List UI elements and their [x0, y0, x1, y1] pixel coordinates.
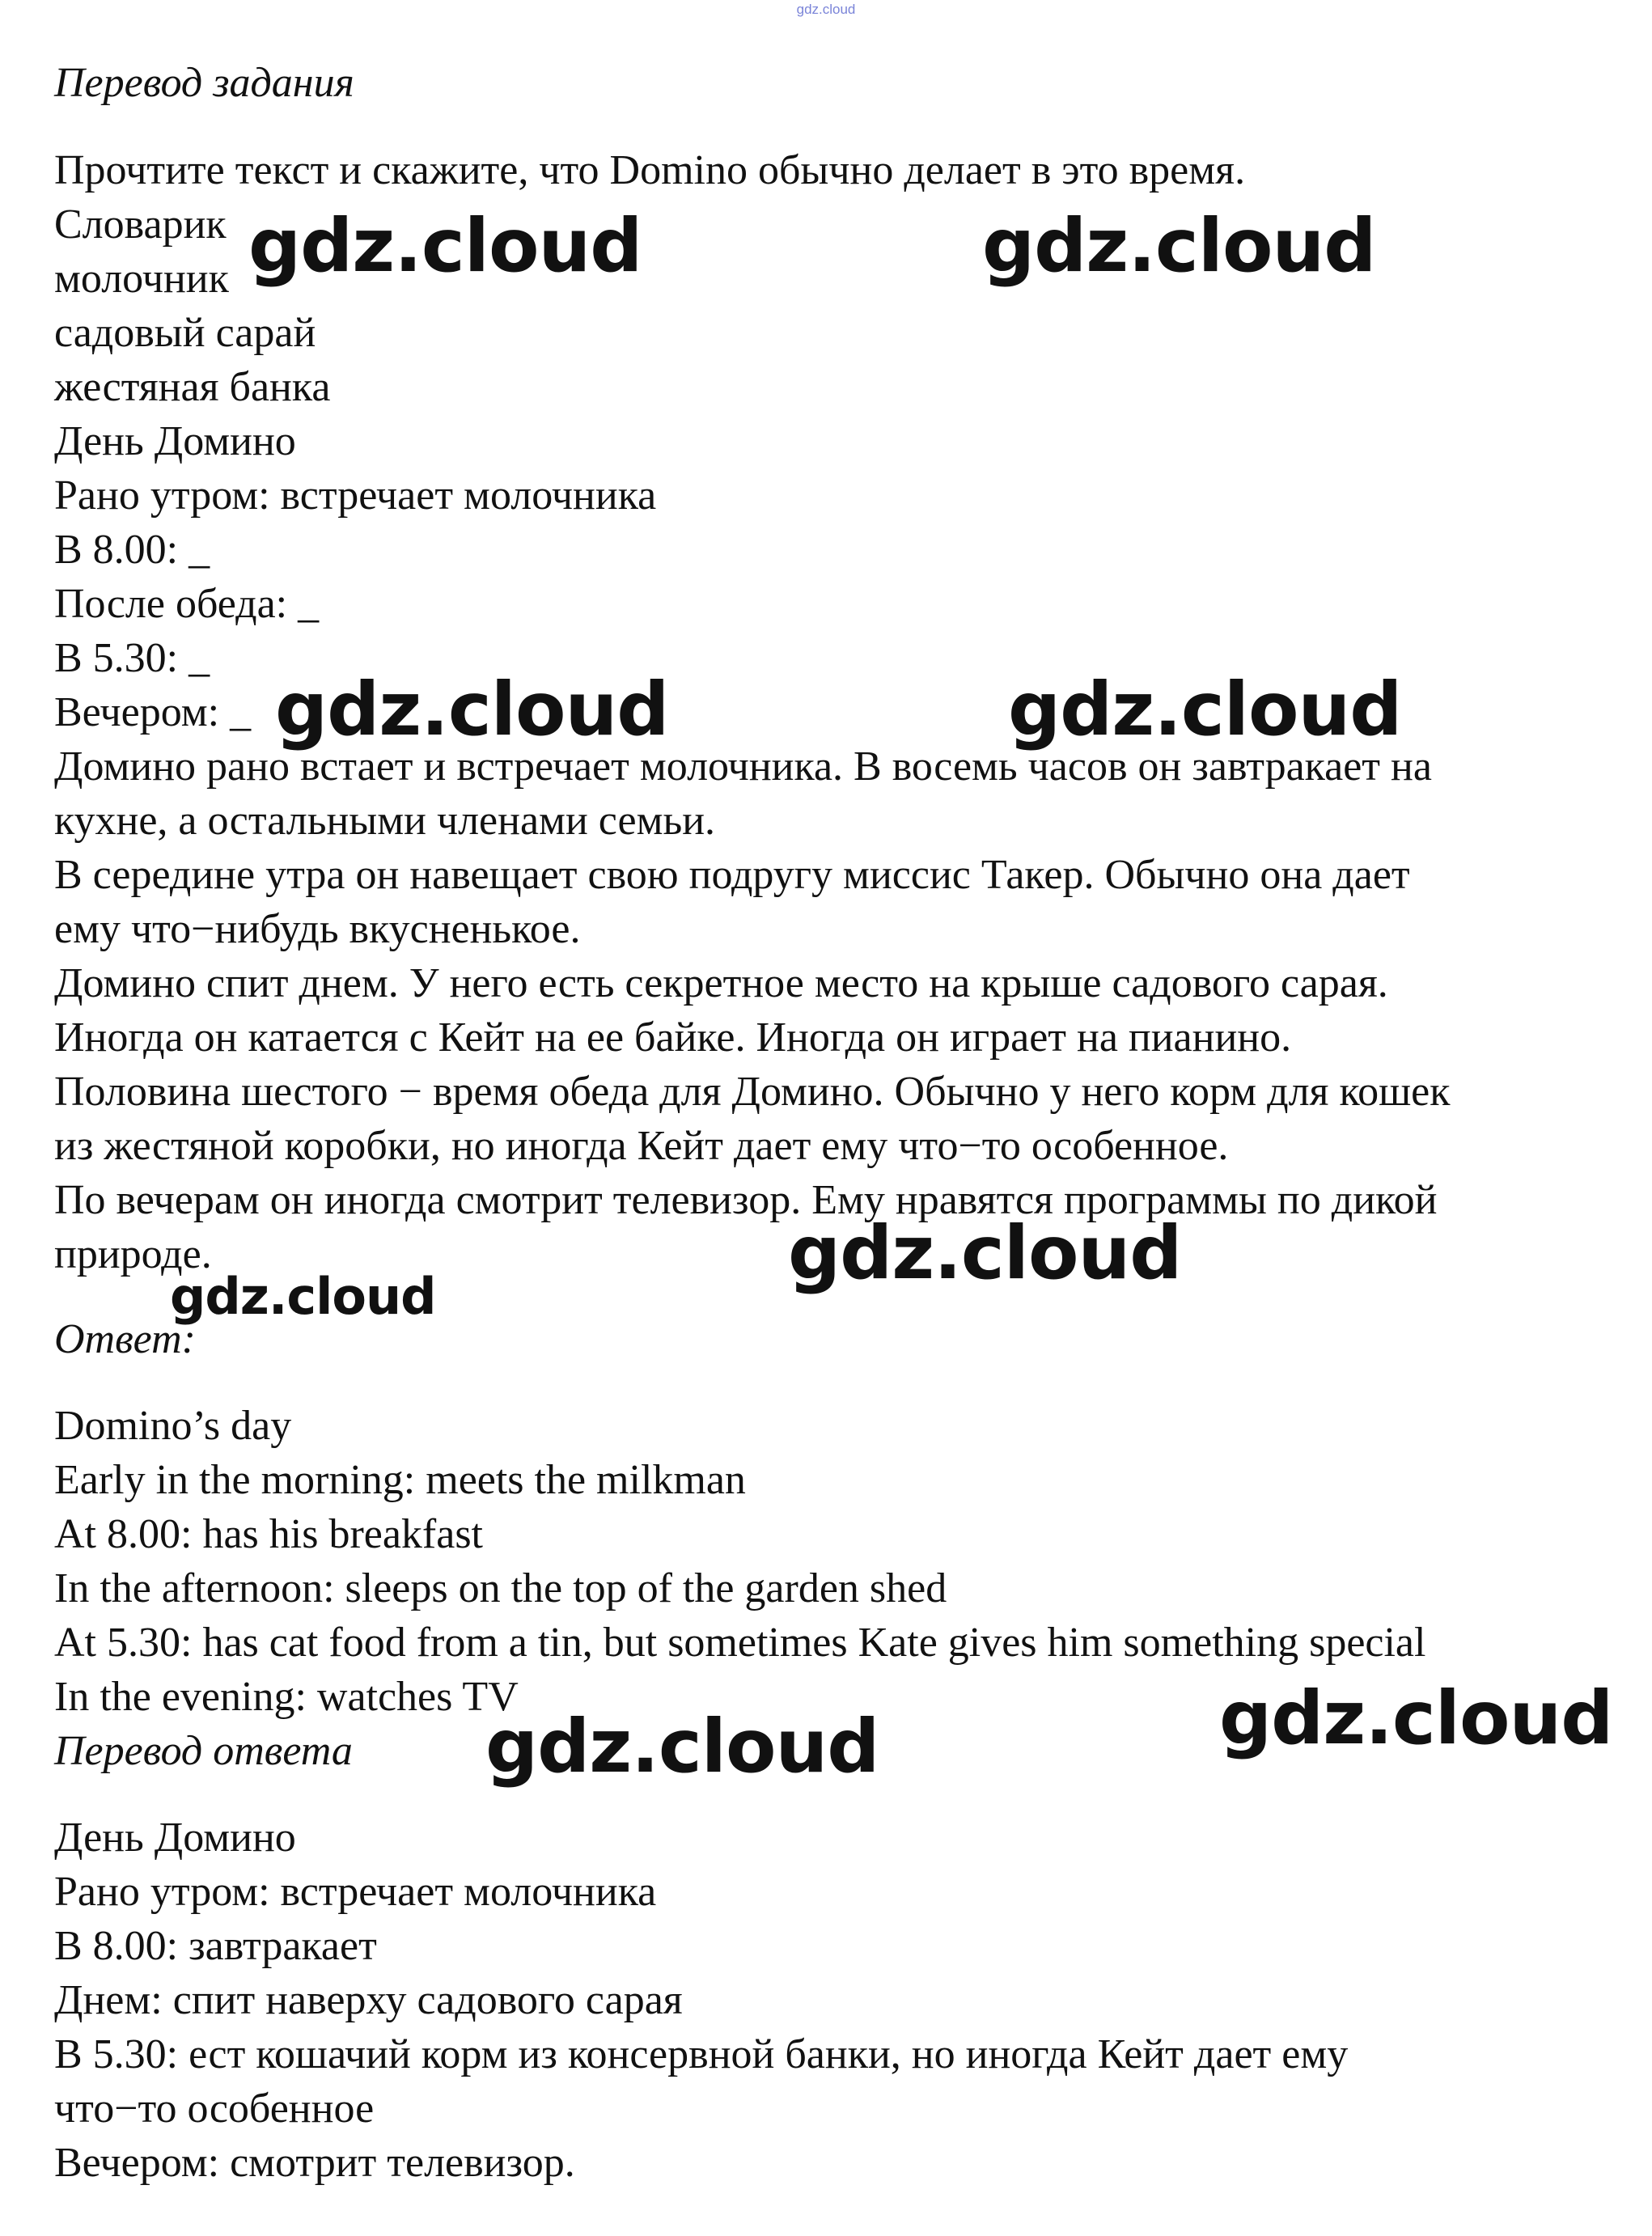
answer-translation-line: Днем: спит наверху садового сарая: [54, 1977, 683, 2023]
answer-translation-title: День Домино: [54, 1815, 296, 1861]
story-line: из жестяной коробки, но иногда Кейт дает ему что−то особенное.: [54, 1123, 1229, 1169]
watermark: gdz.cloud: [248, 204, 642, 289]
story-line: Домино рано встает и встречает молочника. В восемь часов он завтракает на: [54, 743, 1432, 790]
vocabulary-word: садовый сарай: [54, 310, 316, 356]
story-line: Половина шестого − время обеда для Домино. Обычно у него корм для кошек: [54, 1069, 1451, 1115]
watermark: gdz.cloud: [788, 1211, 1182, 1296]
answer-item: At 5.30: has cat food from a tin, but sometimes Kate gives him something special: [54, 1620, 1426, 1666]
answer-item: At 8.00: has his breakfast: [54, 1511, 484, 1557]
answer-translation-line: Рано утром: встречает молочника: [54, 1869, 657, 1915]
watermark: gdz.cloud: [275, 667, 669, 752]
vocabulary-word: молочник: [54, 256, 229, 302]
answer-translation-line: В 5.30: ест кошачий корм из консервной банки, но иногда Кейт дает ему: [54, 2031, 1349, 2077]
schedule-item: Вечером: _: [54, 689, 252, 735]
story-line: ему что−нибудь вкусненькое.: [54, 906, 581, 952]
schedule-item: В 5.30: _: [54, 635, 210, 681]
watermark: gdz.cloud: [170, 1267, 436, 1326]
top-watermark: gdz.cloud: [796, 2, 856, 17]
answer-item: Early in the morning: meets the milkman: [54, 1457, 746, 1503]
answer-translation-line: Вечером: смотрит телевизор.: [54, 2140, 575, 2186]
schedule-item: После обеда: _: [54, 581, 320, 627]
story-line: В середине утра он навещает свою подругу миссис Такер. Обычно она дает: [54, 852, 1410, 898]
watermark: gdz.cloud: [1219, 1676, 1613, 1761]
answer-translation-line: что−то особенное: [54, 2086, 375, 2132]
vocabulary-title: Словарик: [54, 201, 227, 248]
vocabulary-word: жестяная банка: [54, 364, 331, 410]
story-line: кухне, а остальными членами семьи.: [54, 798, 716, 844]
schedule-title: День Домино: [54, 418, 296, 464]
instruction: Прочтите текст и скажите, что Domino обычно делает в это время.: [54, 147, 1246, 193]
story-line: По вечерам он иногда смотрит телевизор. Ему нравятся программы по дикой: [54, 1177, 1438, 1223]
schedule-item: Рано утром: встречает молочника: [54, 472, 657, 519]
answer-translation-line: В 8.00: завтракает: [54, 1923, 377, 1969]
story-line: Домино спит днем. У него есть секретное место на крыше садового сарая.: [54, 960, 1388, 1006]
story-line: природе.: [54, 1231, 212, 1277]
answer-title: Domino’s day: [54, 1403, 292, 1449]
watermark: gdz.cloud: [982, 204, 1376, 289]
watermark: gdz.cloud: [1008, 667, 1402, 752]
schedule-item: В 8.00: _: [54, 527, 210, 573]
answer-header: Ответ:: [54, 1316, 196, 1362]
answer-translation-header: Перевод ответа: [54, 1728, 353, 1774]
watermark: gdz.cloud: [485, 1705, 879, 1789]
answer-item: In the evening: watches TV: [54, 1674, 519, 1720]
task-header: Перевод задания: [54, 60, 354, 106]
story-line: Иногда он катается с Кейт на ее байке. Иногда он играет на пианино.: [54, 1014, 1292, 1061]
answer-item: In the afternoon: sleeps on the top of the garden shed: [54, 1565, 947, 1611]
